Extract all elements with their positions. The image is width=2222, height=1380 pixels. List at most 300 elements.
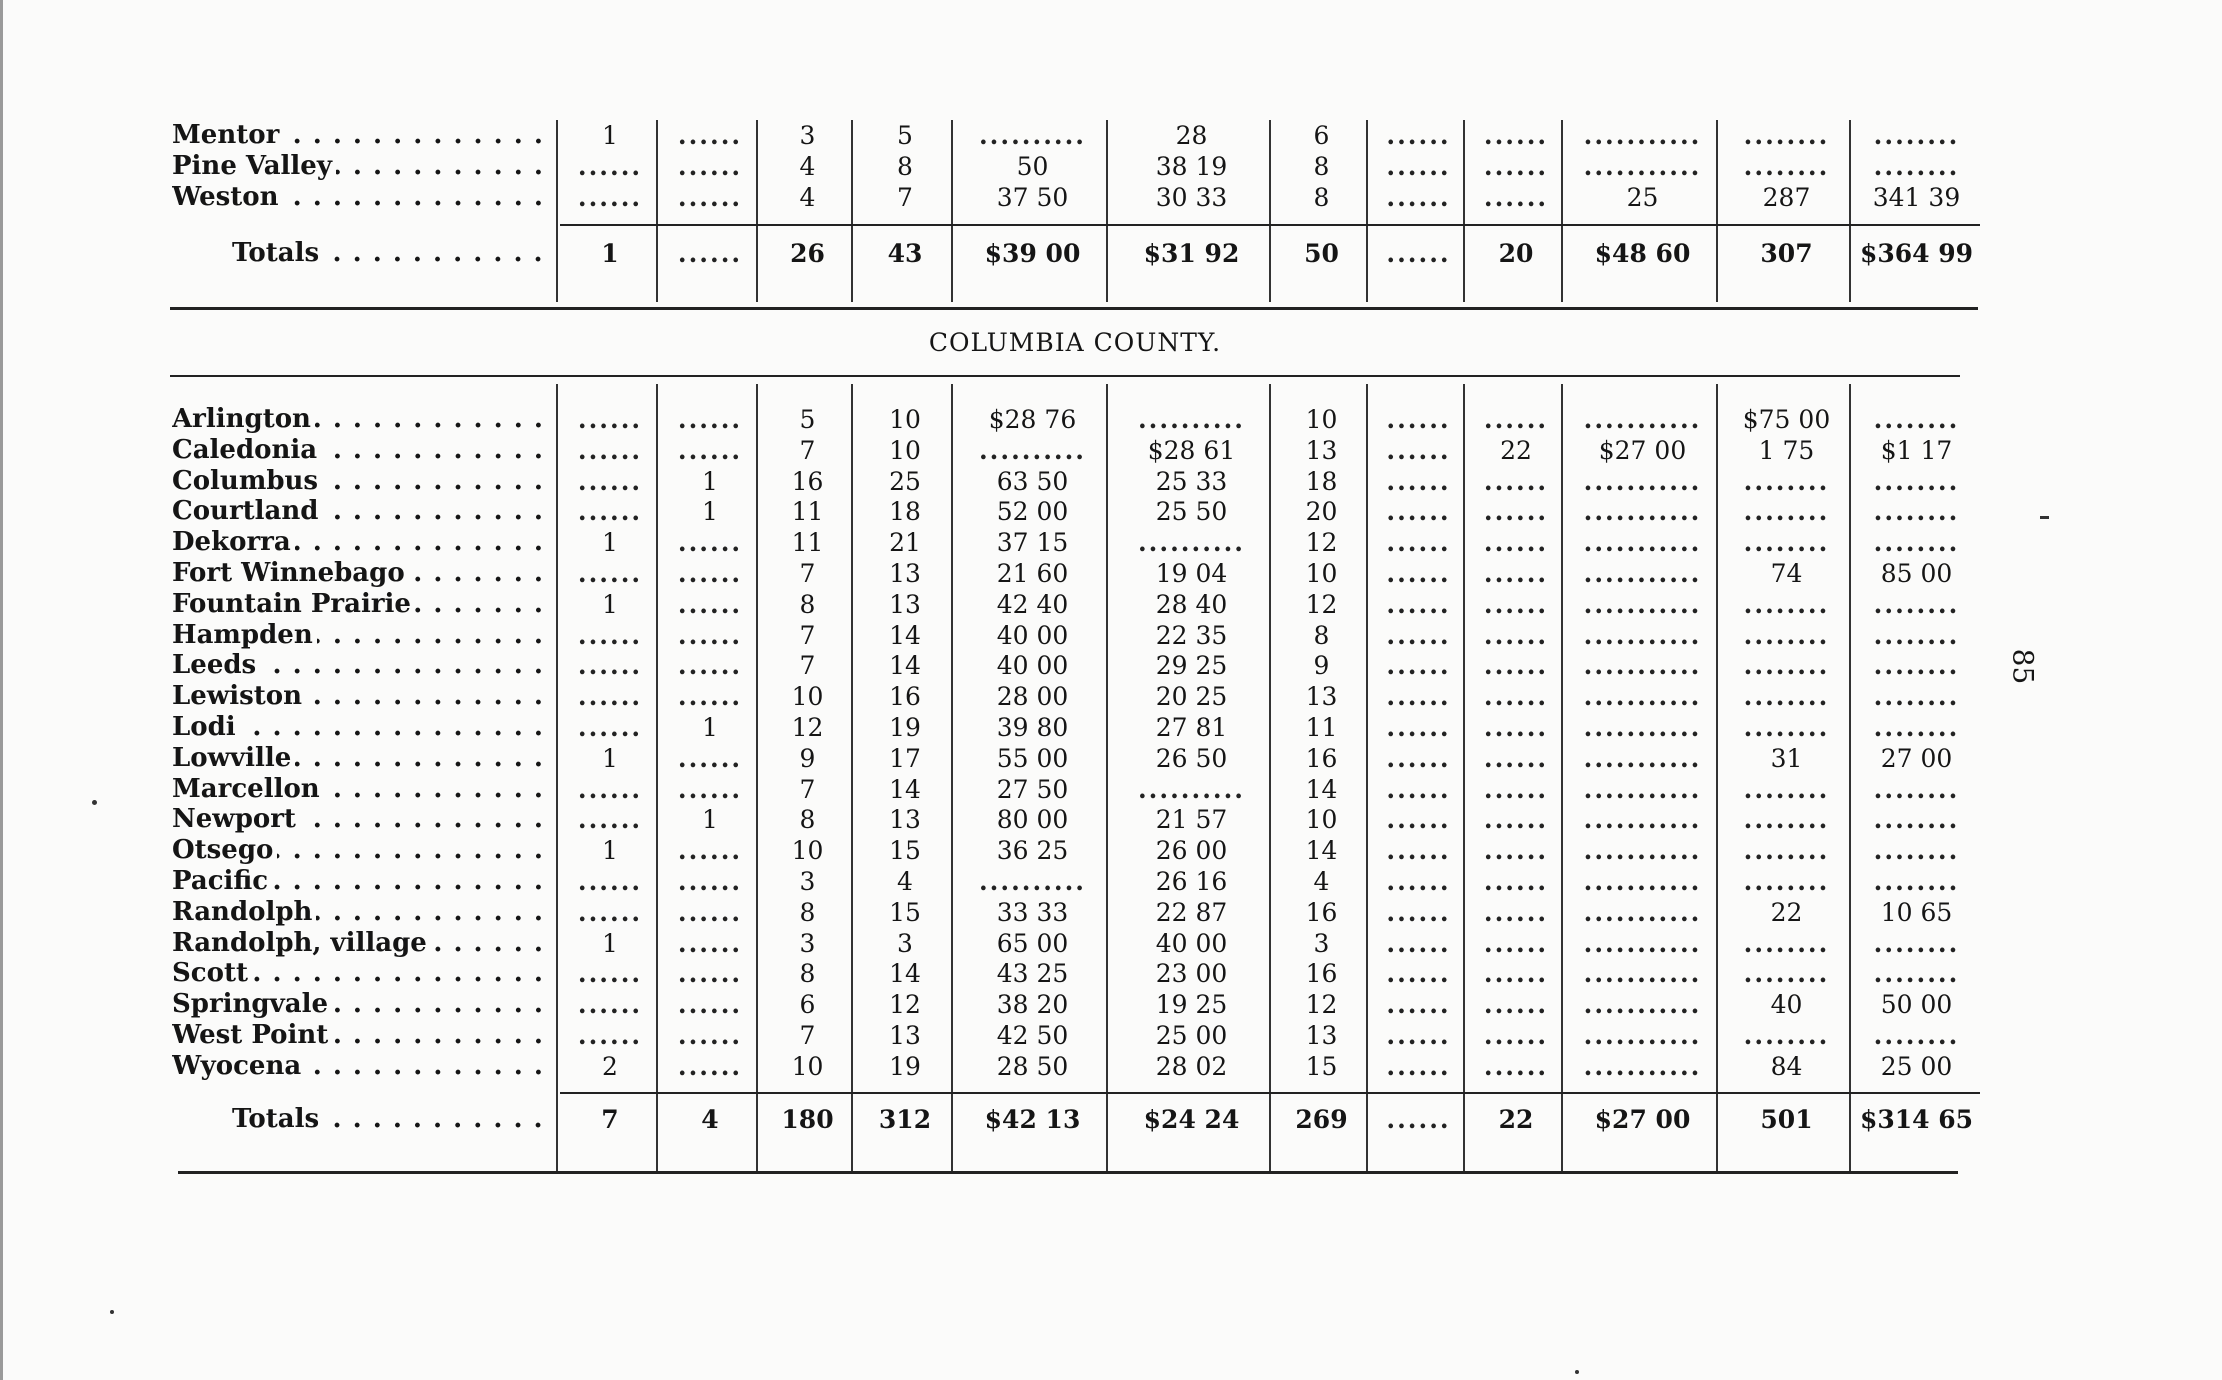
table-cell: ...... [577, 959, 643, 989]
table-cell: ...... [677, 774, 743, 804]
table-cell: ........ [1873, 713, 1960, 742]
table-cell: ........... [1583, 151, 1702, 181]
table-cell: ...... [1483, 182, 1549, 212]
town-name [172, 928, 550, 959]
town-name [172, 743, 550, 774]
table-cell: 13 [889, 589, 921, 619]
town-name [172, 435, 550, 466]
table-cell: 3 [1313, 928, 1330, 958]
column-divider [951, 384, 953, 1174]
table-cell: ...... [1386, 405, 1451, 434]
table-cell: 42 50 [996, 1021, 1069, 1050]
table-cell: ........ [1873, 1021, 1960, 1050]
column-divider [1849, 384, 1851, 1174]
table-cell: ........... [1583, 559, 1702, 588]
table-cell: 4 [1313, 867, 1330, 896]
totals-cell: $314 65 [1859, 1105, 1974, 1134]
table-cell: 18 [889, 497, 921, 527]
town-name-label: Fountain Prairie [172, 589, 415, 619]
table-cell: ........ [1873, 959, 1960, 989]
table-cell: 25 00 [1880, 1051, 1953, 1081]
table-cell: ........ [1873, 620, 1960, 650]
table-cell: ........ [1743, 774, 1830, 804]
table-cell: 3 [799, 928, 816, 958]
column-divider [851, 120, 853, 302]
table-cell: ...... [1483, 1021, 1549, 1050]
table-cell: ...... [577, 405, 643, 434]
town-name-label: Lewiston [172, 681, 306, 711]
town-name [172, 989, 550, 1020]
table-cell: 10 65 [1880, 897, 1953, 927]
table-cell: ........... [1583, 897, 1702, 927]
table-cell: ........... [1583, 990, 1702, 1020]
table-cell: 28 [1175, 121, 1208, 150]
table-cell: 36 25 [996, 836, 1069, 866]
table-cell: ........ [1743, 466, 1830, 496]
table-cell: 10 [1305, 405, 1338, 434]
table-cell: ...... [677, 405, 743, 434]
table-cell: ........ [1743, 682, 1830, 712]
table-cell: ........ [1873, 836, 1960, 866]
table-cell: $1 17 [1880, 435, 1953, 465]
table-cell: ...... [1386, 928, 1451, 958]
table-cell: 21 [889, 528, 921, 558]
table-cell: ...... [1483, 836, 1549, 866]
table-cell: 1 [602, 743, 618, 773]
table-cell: ........... [1583, 497, 1702, 527]
table-cell: $28 76 [988, 405, 1077, 434]
table-cell: .......... [978, 121, 1087, 150]
table-cell: 5 [799, 405, 816, 434]
totals-cell: 1 [601, 239, 619, 268]
table-cell: 1 [602, 836, 618, 866]
table-cell: ........ [1873, 497, 1960, 527]
table-row [170, 527, 1980, 558]
table-cell: ...... [677, 682, 743, 712]
table-cell: ...... [677, 1021, 743, 1050]
totals-cell: 7 [601, 1105, 619, 1134]
table-cell: ...... [1386, 620, 1451, 650]
table-cell: 12 [889, 990, 921, 1020]
table-cell: 38 19 [1155, 151, 1228, 181]
table-cell: 16 [1305, 743, 1338, 773]
table-cell: 8 [799, 805, 816, 835]
table-cell: 13 [889, 559, 921, 588]
table-cell: 3 [799, 867, 816, 896]
table-cell: ........ [1743, 805, 1830, 835]
table-cell: 80 00 [996, 805, 1069, 835]
table-cell: 19 04 [1155, 559, 1228, 588]
table-cell: 18 [1305, 466, 1338, 496]
table-cell: ...... [1483, 682, 1549, 712]
town-name [172, 835, 550, 866]
table-cell: 3 [897, 928, 913, 958]
town-name-label: Pine Valley [172, 151, 336, 181]
table-cell: ........ [1873, 682, 1960, 712]
town-name-label: Lodi [172, 712, 240, 742]
table-cell: ...... [1386, 497, 1451, 527]
table-cell: 16 [791, 466, 824, 496]
ink-speck [92, 800, 97, 805]
column-divider [1106, 120, 1108, 302]
town-name [172, 774, 550, 805]
table-cell: ...... [1483, 559, 1549, 588]
table-cell: 37 15 [996, 528, 1069, 558]
table-cell: 12 [1305, 990, 1338, 1020]
column-divider [556, 384, 558, 1174]
table-cell: 84 [1770, 1051, 1803, 1081]
totals-cell: $27 00 [1594, 1105, 1691, 1134]
totals-cell: ...... [1386, 239, 1451, 268]
table-cell: ...... [1386, 805, 1451, 835]
table-cell: ........... [1583, 774, 1702, 804]
table-cell: ........ [1873, 928, 1960, 958]
table-cell: 8 [897, 151, 913, 181]
town-name-label: Dekorra [172, 527, 295, 557]
table-cell: 1 [702, 466, 718, 496]
table-cell: 27 81 [1155, 713, 1228, 742]
column-divider [1106, 384, 1108, 1174]
town-name [172, 1020, 550, 1051]
column-divider [656, 384, 658, 1174]
table-cell: 20 25 [1155, 682, 1228, 712]
table-cell: ...... [677, 867, 743, 896]
town-name [172, 182, 550, 213]
table-cell: 25 33 [1155, 466, 1228, 496]
table-cell: ...... [1483, 928, 1549, 958]
table-row [170, 712, 1980, 743]
table-cell: ........ [1743, 497, 1830, 527]
table-cell: ........ [1743, 836, 1830, 866]
page-edge [0, 0, 3, 1380]
table-row [170, 650, 1980, 681]
table-cell: 40 00 [1155, 928, 1228, 958]
table-row [170, 989, 1980, 1020]
table-cell: 10 [791, 682, 824, 712]
table-cell: ........ [1743, 1021, 1830, 1050]
table-cell: 15 [889, 836, 921, 866]
table-cell: 1 [602, 928, 618, 958]
table-cell: ........ [1873, 151, 1960, 181]
table-cell: ...... [577, 682, 643, 712]
table-cell: ...... [577, 805, 643, 835]
table-cell: ...... [577, 867, 643, 896]
table-cell: 7 [799, 435, 816, 465]
table-cell: 22 [1770, 897, 1803, 927]
table-row [170, 958, 1980, 989]
table-cell: ........... [1583, 528, 1702, 558]
table-cell: 19 [889, 1051, 921, 1081]
table-cell: 7 [799, 559, 816, 588]
column-divider [656, 120, 658, 302]
table-cell: ...... [1483, 743, 1549, 773]
table-cell: 8 [799, 959, 816, 989]
table-cell: ........ [1743, 121, 1830, 150]
column-divider [1849, 120, 1851, 302]
table-cell: 7 [799, 1021, 816, 1050]
totals-cell: 180 [781, 1105, 834, 1134]
table-cell: 28 50 [996, 1051, 1069, 1081]
table-cell: ...... [1386, 651, 1451, 681]
table-cell: 22 87 [1155, 897, 1228, 927]
table-cell: 16 [889, 682, 921, 712]
table-cell: ........ [1873, 867, 1960, 896]
table-cell: ...... [577, 713, 643, 742]
table-cell: 13 [889, 1021, 921, 1050]
table-cell: 4 [799, 151, 816, 181]
table-row [170, 928, 1980, 959]
totals-label-text: Totals [232, 238, 323, 268]
totals-cell: 501 [1760, 1105, 1813, 1134]
table-cell: 6 [1313, 121, 1330, 150]
continued-county-table [170, 120, 1980, 310]
table-cell: 2 [602, 1051, 618, 1081]
table-cell: ...... [1483, 959, 1549, 989]
table-cell: 26 50 [1155, 743, 1228, 773]
town-name [172, 558, 550, 589]
column-divider [1463, 120, 1465, 302]
table-cell: 21 57 [1155, 805, 1228, 835]
table-cell: ........ [1873, 528, 1960, 558]
table-cell: 29 25 [1155, 651, 1228, 681]
table-cell: ........ [1873, 121, 1960, 150]
table-cell: 1 [702, 805, 718, 835]
table-cell: ........ [1743, 589, 1830, 619]
columbia-county-table [170, 404, 1980, 1184]
town-name [172, 681, 550, 712]
table-cell: ........... [1583, 867, 1702, 896]
table-cell: 26 00 [1155, 836, 1228, 866]
table-cell: 27 50 [996, 774, 1069, 804]
column-divider [756, 384, 758, 1174]
table-cell: ........... [1583, 1021, 1702, 1050]
table-cell: 50 [1016, 151, 1049, 181]
town-name [172, 712, 550, 743]
table-cell: 28 40 [1155, 589, 1228, 619]
table-cell: 40 00 [996, 620, 1069, 650]
table-cell: ...... [1483, 897, 1549, 927]
totals-rule [560, 224, 1980, 226]
table-cell: ...... [577, 990, 643, 1020]
table-cell: ...... [1483, 774, 1549, 804]
table-cell: ...... [577, 466, 643, 496]
table-cell: 31 [1770, 743, 1803, 773]
town-name-label: Leeds [172, 650, 260, 680]
table-cell: ...... [1386, 682, 1451, 712]
totals-cell: $364 99 [1859, 239, 1974, 268]
table-cell: ........... [1583, 466, 1702, 496]
table-row [170, 681, 1980, 712]
column-divider [1366, 384, 1368, 1174]
town-name [172, 866, 550, 897]
table-cell: ........... [1583, 651, 1702, 681]
table-cell: .......... [978, 867, 1087, 896]
table-cell: 10 [1305, 805, 1338, 835]
table-cell: 28 00 [996, 682, 1069, 712]
table-cell: 25 00 [1155, 1021, 1228, 1050]
table-cell: ........... [1583, 682, 1702, 712]
table-cell: 8 [799, 897, 816, 927]
table-cell: 1 [602, 121, 618, 150]
table-cell: 22 [1500, 435, 1532, 465]
table-row [170, 120, 1980, 151]
table-row [170, 589, 1980, 620]
table-cell: 30 33 [1155, 182, 1228, 212]
table-cell: 19 [889, 713, 921, 742]
column-divider [1561, 120, 1563, 302]
table-cell: ...... [1386, 897, 1451, 927]
town-name [172, 527, 550, 558]
table-cell: 26 16 [1155, 867, 1228, 896]
table-cell: ........ [1743, 867, 1830, 896]
totals-label [232, 238, 550, 269]
table-cell: ...... [677, 836, 743, 866]
totals-rule [560, 1092, 1980, 1094]
totals-cell: $42 13 [984, 1105, 1081, 1134]
column-divider [556, 120, 558, 302]
totals-cell: 22 [1498, 1105, 1534, 1134]
totals-cell: $48 60 [1594, 239, 1691, 268]
table-cell: 10 [889, 435, 921, 465]
table-cell: 85 00 [1880, 559, 1953, 588]
table-cell: ...... [577, 182, 643, 212]
table-cell: 65 00 [996, 928, 1069, 958]
town-name [172, 804, 550, 835]
table-cell: ...... [1386, 774, 1451, 804]
table-cell: ...... [1483, 713, 1549, 742]
town-name-label: Wyocena [172, 1051, 305, 1081]
table-cell: 287 [1762, 182, 1811, 212]
table-cell: ...... [1483, 620, 1549, 650]
table-cell: ........... [1583, 405, 1702, 434]
table-cell: ........... [1583, 836, 1702, 866]
table-row [170, 835, 1980, 866]
table-cell: ...... [1483, 990, 1549, 1020]
table-cell: ........ [1743, 959, 1830, 989]
town-name-label: Marcellon [172, 774, 324, 804]
table-cell: 8 [1313, 182, 1330, 212]
town-name-label: Fort Winnebago [172, 558, 409, 588]
table-cell: 10 [889, 405, 921, 434]
table-cell: ........ [1743, 928, 1830, 958]
table-cell: 11 [791, 497, 824, 527]
table-cell: ........... [1583, 1051, 1702, 1081]
totals-cell: 312 [878, 1105, 932, 1134]
table-cell: ...... [1386, 559, 1451, 588]
county-heading: COLUMBIA COUNTY. [928, 328, 1222, 357]
column-divider [1716, 384, 1718, 1174]
ink-speck [1575, 1370, 1579, 1374]
table-cell: 13 [1305, 1021, 1338, 1050]
table-cell: ...... [677, 990, 743, 1020]
table-cell: 6 [799, 990, 816, 1020]
table-cell: ...... [1386, 743, 1451, 773]
table-cell: ...... [677, 928, 743, 958]
table-cell: 15 [889, 897, 921, 927]
table-cell: 3 [799, 121, 816, 150]
table-row [170, 866, 1980, 897]
table-cell: 10 [1305, 559, 1338, 588]
town-name [172, 151, 550, 182]
table-row [170, 151, 1980, 182]
table-cell: ........... [1583, 121, 1702, 150]
table-row [170, 620, 1980, 651]
table-cell: 33 33 [996, 897, 1069, 927]
table-cell: ...... [1483, 466, 1549, 496]
table-cell: ...... [1386, 836, 1451, 866]
table-cell: ........... [1583, 713, 1702, 742]
table-cell: ...... [1483, 497, 1549, 527]
town-name-label: Springvale [172, 989, 332, 1019]
table-cell: ...... [1483, 405, 1549, 434]
table-cell: .......... [1137, 405, 1246, 434]
table-cell: 7 [799, 774, 816, 804]
table-cell: 12 [1305, 528, 1338, 558]
table-cell: ........ [1873, 774, 1960, 804]
table-cell: ...... [677, 620, 743, 650]
table-cell: ...... [677, 435, 743, 465]
table-cell: 37 50 [996, 182, 1069, 212]
totals-cell: 4 [701, 1105, 719, 1134]
table-row [170, 182, 1980, 213]
table-cell: 38 20 [996, 990, 1069, 1020]
table-row [170, 496, 1980, 527]
town-name [172, 897, 550, 928]
table-cell: 7 [799, 651, 816, 681]
table-cell: 8 [799, 589, 816, 619]
table-row [170, 435, 1980, 466]
column-divider [851, 384, 853, 1174]
table-cell: 16 [1305, 897, 1338, 927]
table-cell: 9 [1313, 651, 1330, 681]
table-cell: ........ [1743, 651, 1830, 681]
table-cell: ...... [577, 651, 643, 681]
table-row [170, 804, 1980, 835]
table-row [170, 743, 1980, 774]
table-cell: 341 39 [1872, 182, 1961, 212]
table-cell: ...... [1386, 528, 1451, 558]
table-cell: $75 00 [1742, 405, 1831, 434]
totals-cell: 43 [887, 239, 923, 268]
table-cell: 5 [897, 121, 913, 150]
table-cell: ........ [1873, 405, 1960, 434]
town-name-label: Caledonia [172, 435, 321, 465]
table-row [170, 1051, 1980, 1082]
table-cell: 12 [791, 713, 824, 742]
column-divider [1366, 120, 1368, 302]
table-cell: 50 00 [1880, 990, 1953, 1020]
table-cell: 74 [1770, 559, 1803, 588]
table-cell: ...... [1386, 867, 1451, 896]
table-cell: ...... [577, 620, 643, 650]
page-number: 85 [2006, 648, 2040, 685]
table-cell: 1 [602, 528, 618, 558]
town-name [172, 496, 550, 527]
table-cell: 23 00 [1155, 959, 1228, 989]
table-cell: 14 [889, 651, 921, 681]
table-cell: 40 00 [996, 651, 1069, 681]
totals-cell: 26 [790, 239, 825, 268]
table-cell: 22 35 [1155, 620, 1228, 650]
table-cell: ...... [677, 651, 743, 681]
table-cell: ...... [1483, 528, 1549, 558]
table-cell: ...... [577, 1021, 643, 1050]
table-cell: 14 [889, 774, 921, 804]
table-bottom-rule [178, 1171, 1958, 1174]
table-cell: .......... [1137, 528, 1246, 558]
table-cell: .......... [978, 435, 1087, 465]
table-cell: 28 02 [1155, 1051, 1228, 1081]
